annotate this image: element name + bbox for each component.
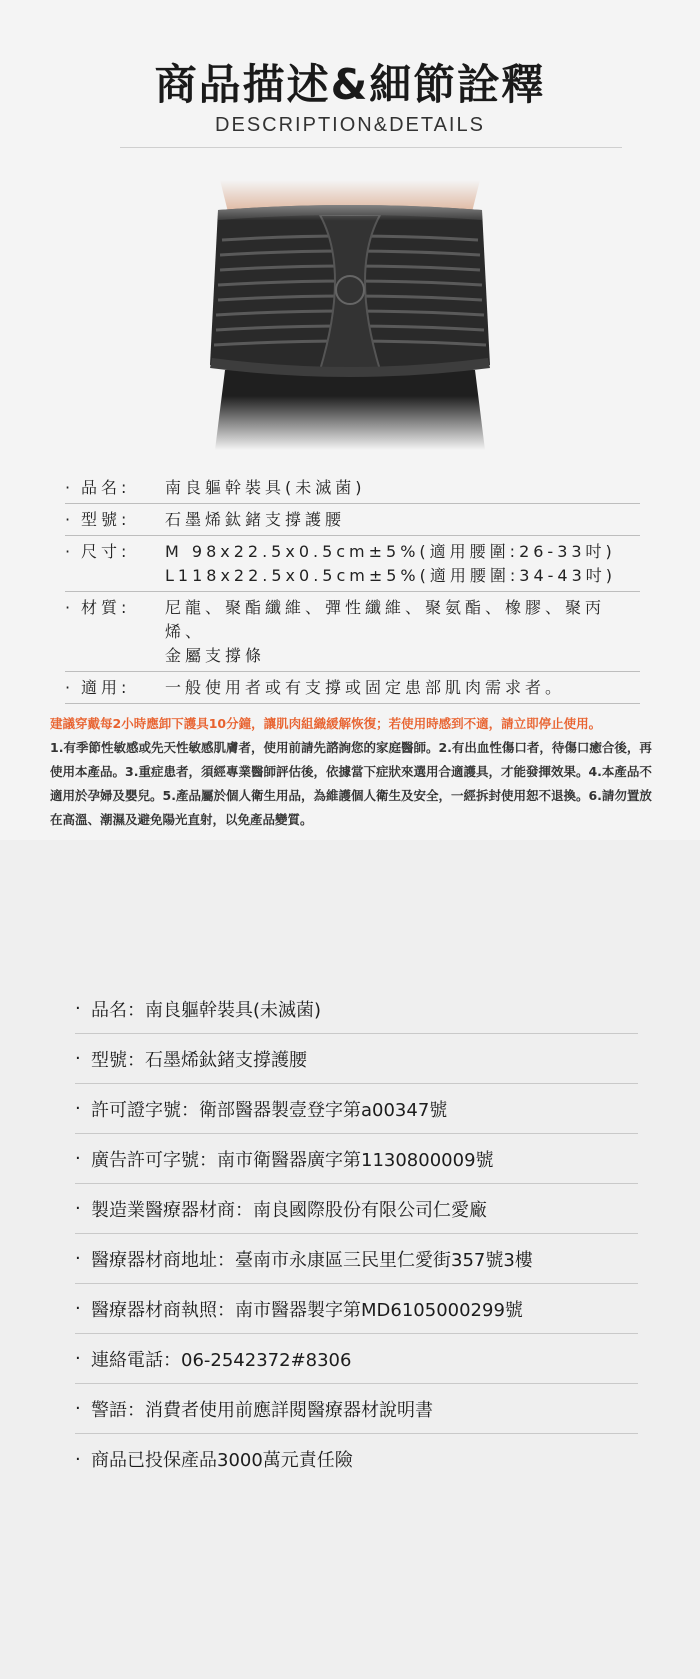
usage-warning bbox=[50, 712, 660, 832]
spec-row-usage bbox=[65, 672, 640, 704]
info-row: · 廣告許可字號：南市衛醫器廣字第1130800009號 bbox=[75, 1134, 638, 1184]
spec-value: 南良軀幹裝具(未滅菌) bbox=[165, 478, 366, 497]
spec-label: 適用: bbox=[81, 678, 131, 697]
spec-value: 尼龍、聚酯纖維、彈性纖維、聚氨酯、橡膠、聚丙烯、 金屬支撐條 bbox=[165, 598, 606, 665]
info-row: · 許可證字號：衛部醫器製壹登字第a00347號 bbox=[75, 1084, 638, 1134]
spec-row-size bbox=[65, 536, 640, 592]
spec-row-model bbox=[65, 504, 640, 536]
info-row: · 警語：消費者使用前應詳閱醫療器材說明書 bbox=[75, 1384, 638, 1434]
warning-highlight: 建議穿戴每2小時應卸下護具10分鐘，讓肌肉組織緩解恢復；若使用時感到不適，請立即停止使用。 bbox=[50, 716, 602, 731]
bullet: · bbox=[65, 478, 71, 497]
info-row: · 醫療器材商執照：南市醫器製字第MD6105000299號 bbox=[75, 1284, 638, 1334]
info-row: · 商品已投保產品3000萬元責任險 bbox=[75, 1448, 353, 1471]
bullet: · bbox=[65, 598, 71, 617]
spec-row-name bbox=[65, 472, 640, 504]
info-row: · 連絡電話：06-2542372#8306 bbox=[75, 1334, 638, 1384]
spec-value: M 98x22.5x0.5cm±5%(適用腰圍:26-33吋) L118x22.5x0.5cm±5%(適用腰圍:34-43吋) bbox=[165, 542, 617, 585]
product-image bbox=[200, 180, 500, 450]
spec-label: 品名: bbox=[81, 478, 131, 497]
info-row: · 型號：石墨烯鈦鍺支撐護腰 bbox=[75, 1034, 638, 1084]
product-info-list bbox=[75, 984, 638, 1484]
spec-label: 型號: bbox=[81, 510, 131, 529]
warning-body: 1.有季節性敏感或先天性敏感肌膚者，使用前請先諮詢您的家庭醫師。2.有出血性傷口者，待傷口癒合後，再使用本產品。3.重症患者，須經專業醫師評估後，依據當下症狀來選用合適護具，才能發揮效果。4.本產品不適用於孕婦及嬰兒。5.產品屬於個人衛生用品，為維護個人衛生及安全，一經拆封使用恕不退換。6.請勿置放在高溫、潮濕及避免陽光直射，以免產品變質。 bbox=[50, 740, 652, 827]
page-title: 商品描述&細節詮釋 bbox=[154, 60, 546, 109]
bullet: · bbox=[65, 678, 71, 697]
spec-value: 石墨烯鈦鍺支撐護腰 bbox=[165, 510, 346, 529]
bullet: · bbox=[65, 510, 71, 529]
spec-row-material bbox=[65, 592, 640, 672]
spec-list bbox=[65, 472, 640, 704]
bullet: · bbox=[65, 542, 71, 561]
info-row: · 醫療器材商地址：臺南市永康區三民里仁愛街357號3樓 bbox=[75, 1234, 638, 1284]
spec-label: 材質: bbox=[81, 598, 131, 617]
spec-label: 尺寸: bbox=[81, 542, 131, 561]
spec-value: 一般使用者或有支撐或固定患部肌肉需求者。 bbox=[165, 678, 566, 697]
info-row: · 製造業醫療器材商：南良國際股份有限公司仁愛廠 bbox=[75, 1184, 638, 1234]
back-support-belt-illustration bbox=[200, 180, 500, 450]
info-row: · 品名：南良軀幹裝具(未滅菌) bbox=[75, 984, 638, 1034]
page-subtitle: DESCRIPTION&DETAILS bbox=[215, 114, 485, 136]
title-divider bbox=[120, 147, 622, 148]
